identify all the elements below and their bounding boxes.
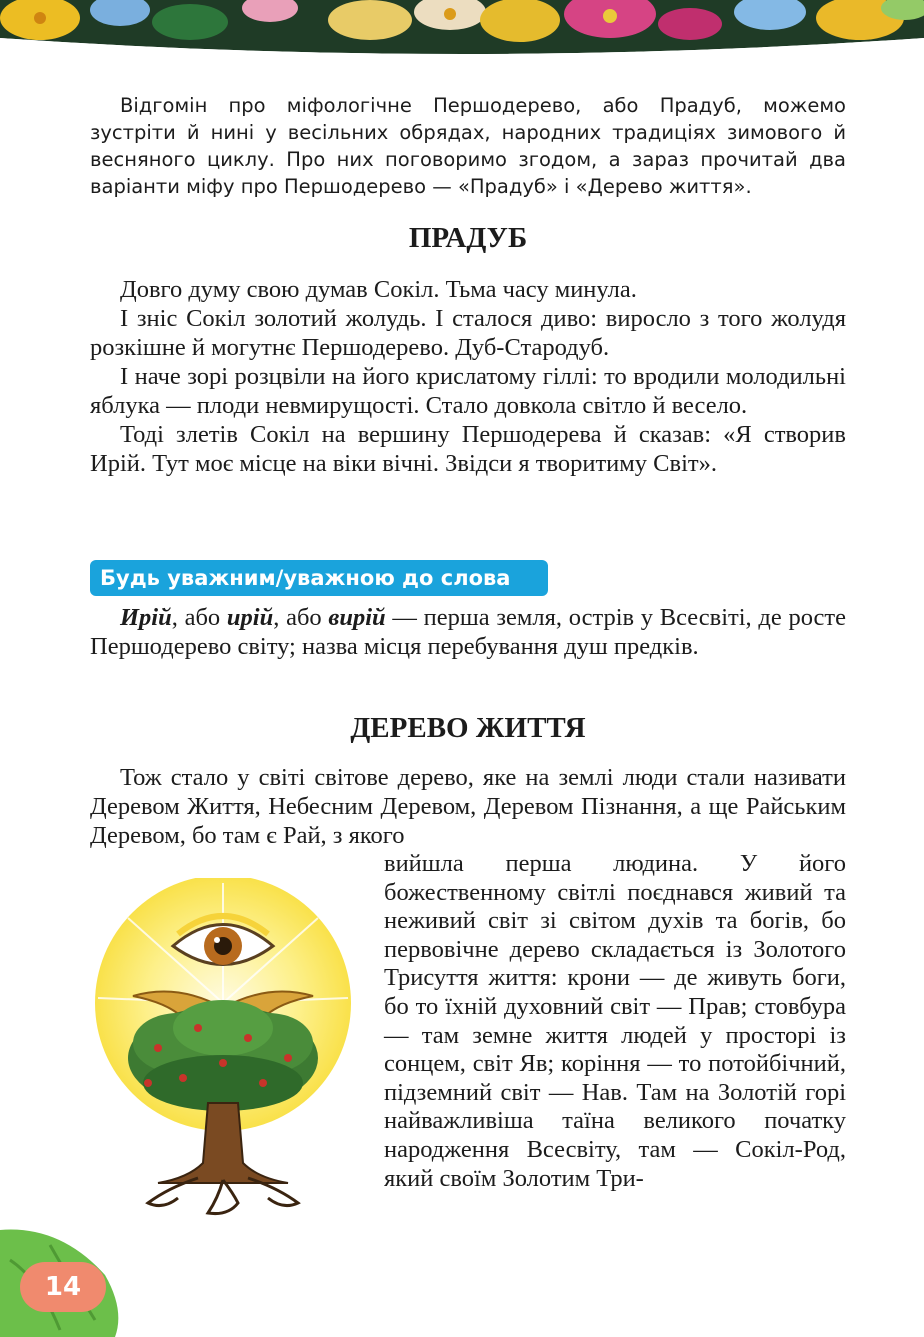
story-paragraph: І зніс Сокіл золотий жолудь. І сталося диво: виросло з того жолудя розкішне й могутнє Першодерево. Дуб-Стародуб. [90, 305, 846, 361]
definition-text: — перша земля, острів у Всесвіті, де росте Першодерево світу; назва місця перебування душ предків. [90, 604, 847, 660]
term-iryi: Ирій [120, 604, 172, 631]
term-vyryi: вирій [328, 604, 386, 631]
story-paragraph: І наче зорі розцвіли на його крислатому гіллі: то вродили молодильні яблука — плоди невмирущості. Стало довкола світло й весело. [90, 363, 846, 419]
story-paragraph: Довго думу свою думав Сокіл. Тьма часу минула. [120, 276, 637, 303]
word-attention-label: Будь уважним/уважною до слова [90, 560, 548, 596]
intro-paragraph: Відгомін про міфологічне Першодерево, або Прадуб, можемо зустріти й нині у весільних обрядах, народних традиціях зимового й весняного циклу. Про них поговоримо згодом, а зараз прочитай два варіанти міфу про Першодерево — «Прадуб» і «Дерево життя». [90, 94, 846, 198]
tree-of-life-paragraph-top: Тож стало у світі світове дерево, яке на землі люди стали називати Деревом Життя, Небесним Деревом, Деревом Пізнання, а ще Райським Деревом, бо там є Рай, з якого [90, 764, 846, 849]
term-separator: , або [273, 604, 329, 631]
tree-of-life-paragraph-column: вийшла перша людина. У його божественному світлі поєднався живий та неживий світ зі світом духів та богів, бо первовічне дерево складається із Золотого Трисуття життя: крони — де живуть боги, бо то їхній духовний світ — Прав; стовбура — там земне життя людей у просторі із сонцем, світ Яв; коріння — то потойбічний, підземний світ — Нав. Там на Золотій горі найважливіша таїна великого початку народження Всесвіту, там — Сокіл-Род, який своїм Золотим Три- [384, 850, 846, 1192]
section-title-tree-of-life: ДЕРЕВО ЖИТТЯ [350, 712, 586, 744]
story-paragraph: Тоді злетів Сокіл на вершину Першодерева й сказав: «Я створив Ирій. Тут моє місце на віки вічні. Звідси я творитиму Світ». [90, 421, 846, 477]
page-number: 14 [20, 1262, 106, 1312]
pradub-story [90, 275, 846, 478]
section-title-pradub: ПРАДУБ [408, 222, 528, 254]
tree-of-life-illustration [88, 878, 358, 1218]
term-iryi-lower: ирій [226, 604, 274, 631]
term-separator: , або [171, 604, 227, 631]
flower-banner-image [0, 0, 924, 62]
word-definition [90, 603, 846, 661]
